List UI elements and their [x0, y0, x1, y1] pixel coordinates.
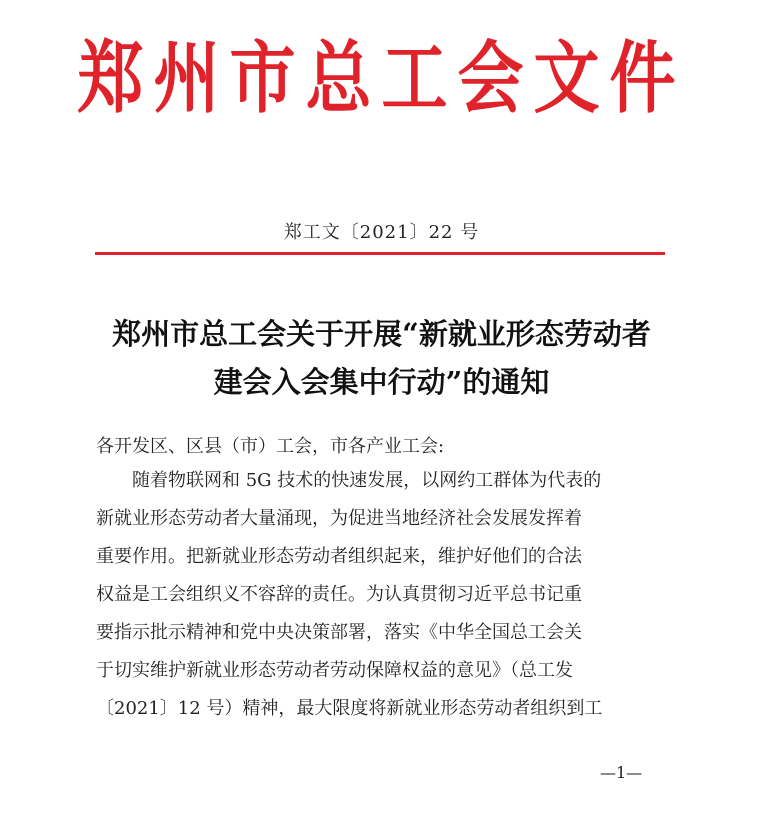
issuer-header: 郑州市总工会文件: [77, 32, 686, 124]
body-line: 要指示批示精神和党中央决策部署，落实《中华全国总工会关: [96, 622, 582, 643]
body-line: 权益是工会组织义不容辞的责任。为认真贯彻习近平总书记重: [96, 584, 582, 605]
body-line: 〔2021〕12 号）精神，最大限度将新就业形态劳动者组织到工: [96, 698, 603, 719]
page-number: —1—: [600, 763, 643, 782]
body-line: 新就业形态劳动者大量涌现，为促进当地经济社会发展发挥着: [96, 508, 582, 529]
body-line: 重要作用。把新就业形态劳动者组织起来，维护好他们的合法: [96, 546, 582, 567]
salutation: 各开发区、区县（市）工会，市各产业工会:: [96, 436, 445, 457]
body-line: 随着物联网和 5G 技术的快速发展，以网约工群体为代表的: [132, 470, 602, 491]
document-title-line-2: 建会入会集中行动”的通知: [213, 365, 550, 399]
document-number: 郑工文〔2021〕22 号: [283, 222, 480, 243]
document-title-line-1: 郑州市总工会关于开展“新就业形态劳动者: [112, 317, 651, 351]
red-divider: [95, 252, 665, 255]
body-line: 于切实维护新就业形态劳动者劳动保障权益的意见》（总工发: [96, 660, 573, 681]
